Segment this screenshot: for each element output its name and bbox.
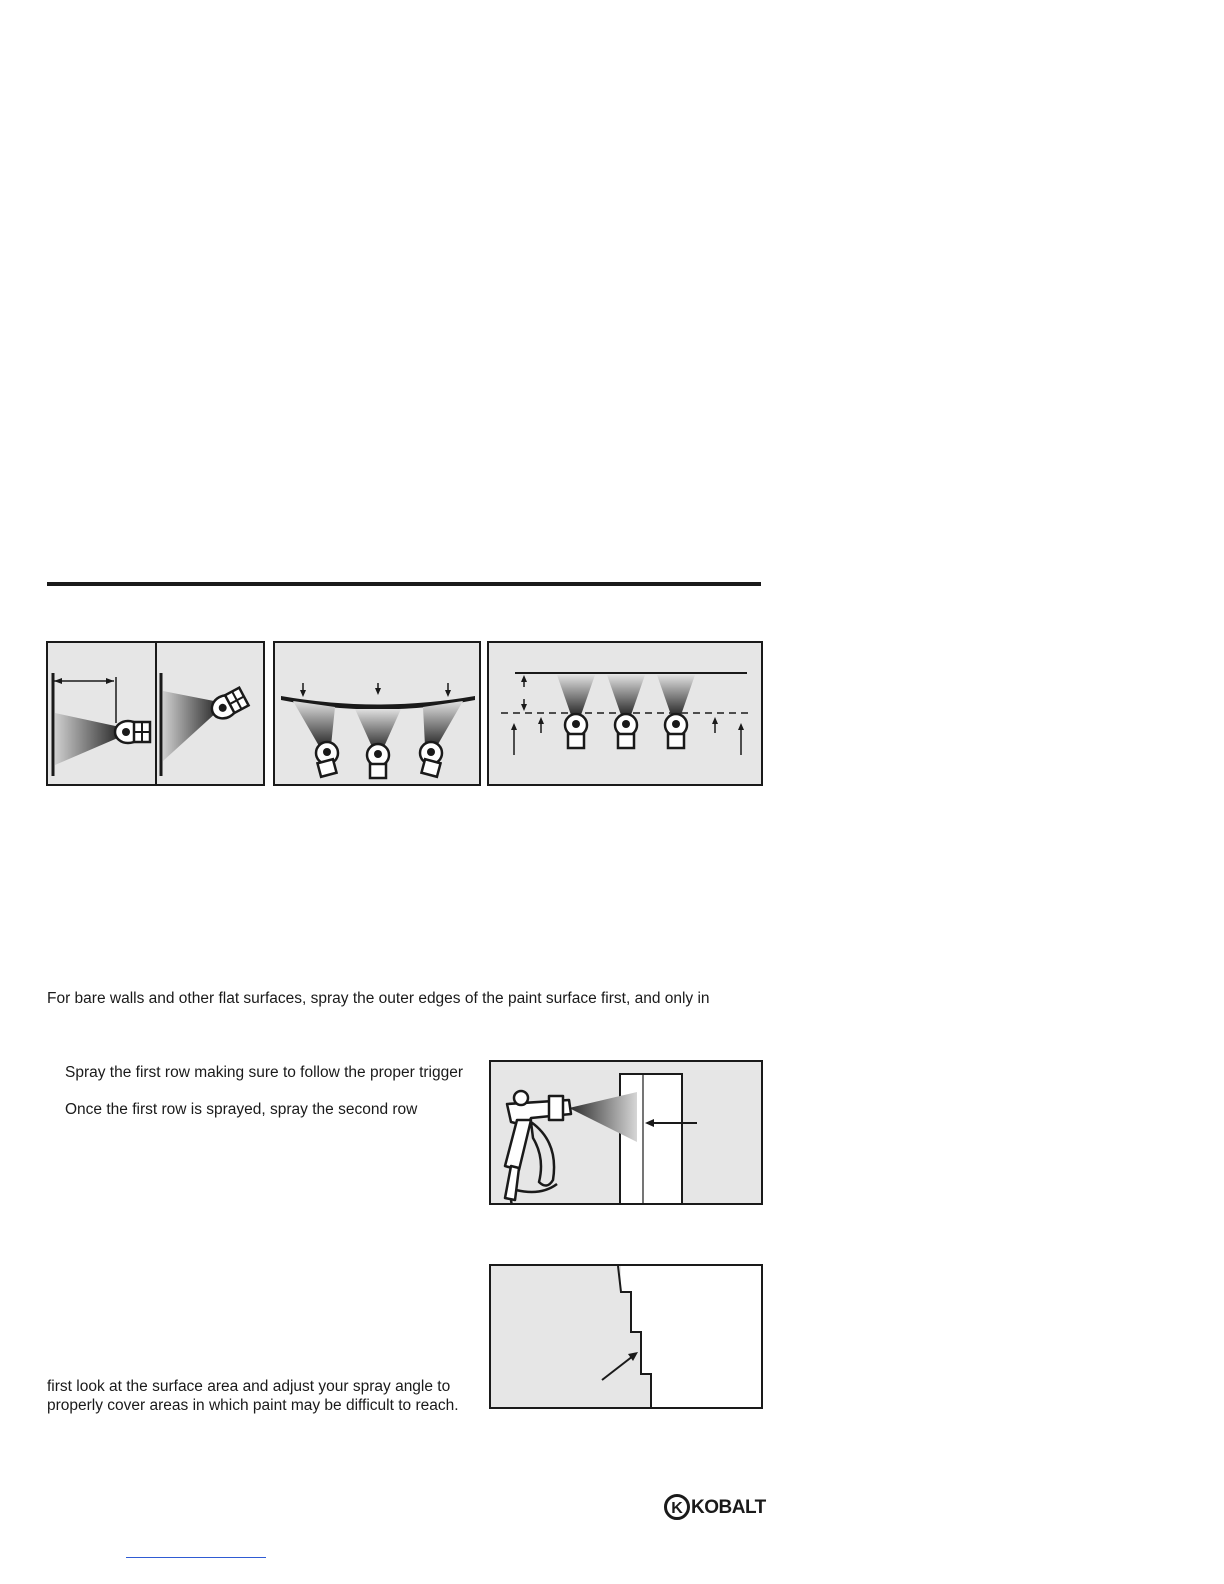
spray-tip-icon	[367, 744, 389, 778]
kobalt-logo	[664, 1493, 764, 1523]
spray-overlap-diagram	[489, 643, 763, 786]
spray-overlap-panel	[487, 641, 763, 786]
logo-wordmark: KOBALT	[691, 1497, 766, 1518]
spray-distance-panel	[46, 641, 265, 786]
svg-text:K: K	[671, 1500, 683, 1517]
step-second-row: Once the first row is sprayed, spray the second row	[65, 1101, 418, 1118]
spray-angle-line-2: properly cover areas in which paint may be difficult to reach.	[47, 1397, 459, 1414]
spray-tip-icon	[115, 721, 150, 743]
spray-distance-diagram	[48, 643, 265, 786]
spray-tip-icon	[420, 742, 442, 777]
spray-gun-icon	[505, 1091, 571, 1205]
spray-corner-diagram	[491, 1062, 763, 1205]
spray-angle-line-1: first look at the surface area and adjust your spray angle to	[47, 1378, 451, 1395]
spray-tip-icon	[565, 714, 587, 748]
footer-link-underline[interactable]	[126, 1557, 266, 1558]
step-first-row: Spray the first row making sure to follow the proper trigger	[65, 1064, 464, 1081]
uneven-edge-panel	[489, 1264, 763, 1409]
spray-tip-angled-icon	[208, 687, 249, 723]
section-divider	[47, 582, 761, 586]
uneven-edge-diagram	[491, 1266, 763, 1409]
kobalt-k-icon	[664, 1493, 690, 1521]
spray-tip-icon	[316, 742, 338, 777]
spray-corner-panel	[489, 1060, 763, 1205]
spray-arc-panel	[273, 641, 481, 786]
spray-tip-icon	[615, 714, 637, 748]
spray-tip-icon	[665, 714, 687, 748]
flat-surfaces-paragraph: For bare walls and other flat surfaces, spray the outer edges of the paint surface first, and only in	[47, 990, 710, 1007]
spray-arc-diagram	[275, 643, 481, 786]
